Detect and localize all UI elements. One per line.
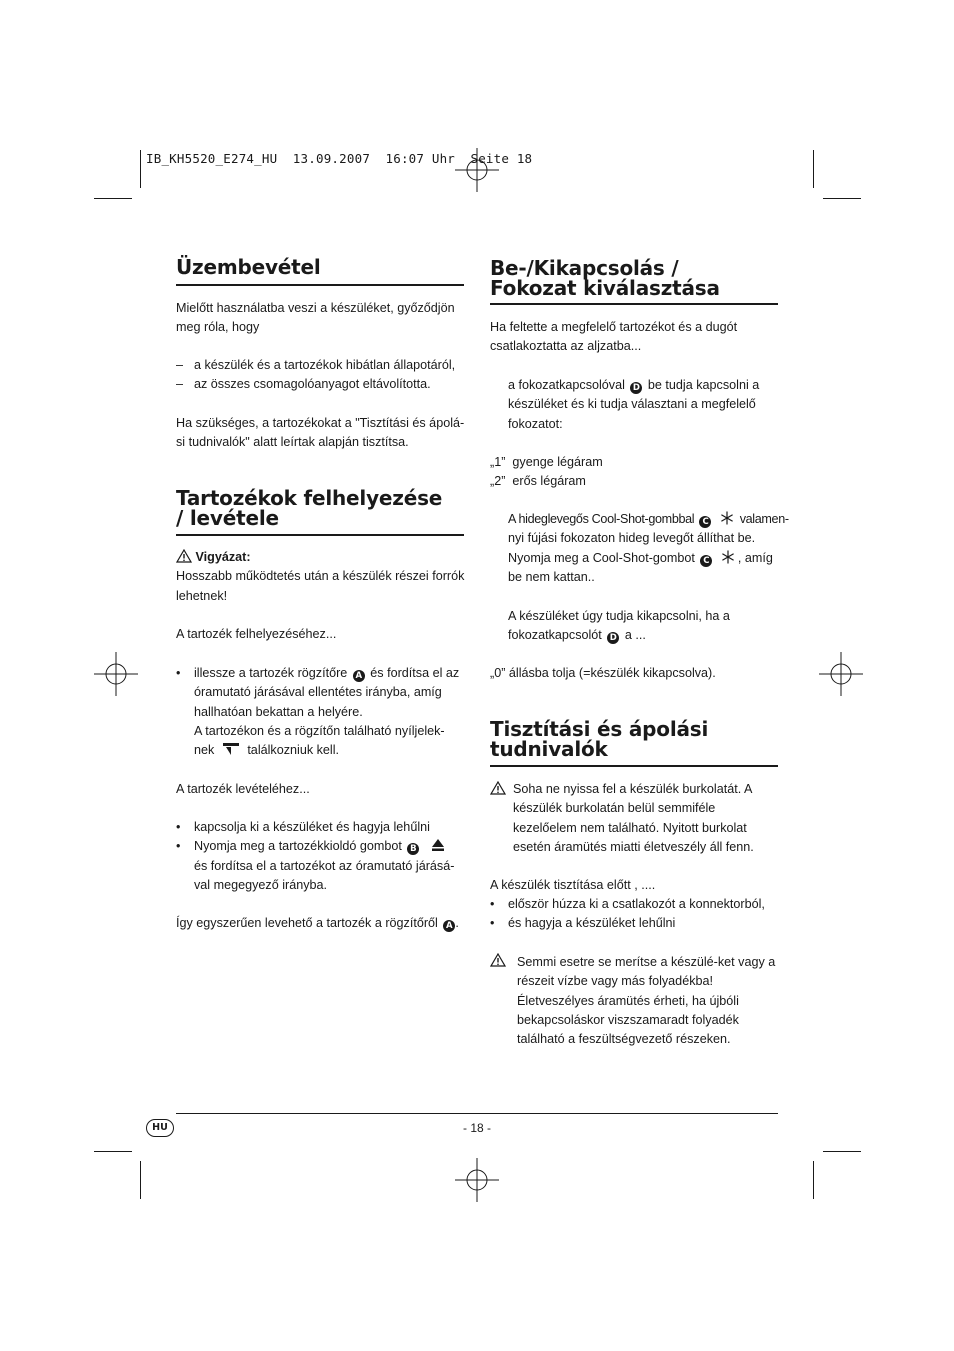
badge-a: A xyxy=(353,670,365,682)
warning-text-water xyxy=(517,953,775,1049)
crop-mark xyxy=(823,1151,861,1152)
intro-paragraph xyxy=(176,299,455,338)
text-line: kezelőelem nem található. Nyitott burkolat xyxy=(513,820,747,835)
text-span: Nyomja meg a Cool-Shot-gombot xyxy=(508,550,695,565)
badge-a: A xyxy=(443,920,455,932)
badge-c: C xyxy=(699,516,711,528)
dash-marker: – xyxy=(176,358,184,372)
warning-text-housing xyxy=(513,780,754,857)
warning-triangle-icon xyxy=(490,953,506,967)
title-line: Be-/Kikapcsolás / xyxy=(490,256,679,280)
text-line: Hosszabb működtetés után a készülék részei forrók xyxy=(176,569,465,584)
bullet-marker: • xyxy=(490,897,495,911)
text-line: A készüléket úgy tudja kikapcsolni, ha a xyxy=(508,609,730,623)
badge-d: D xyxy=(607,632,619,644)
list-item: az összes csomagolóanyagot eltávolította. xyxy=(194,377,431,392)
section-title-tartozekok xyxy=(176,488,442,528)
text-line: meg róla, hogy xyxy=(176,320,260,335)
text-line: nyi fújási fokozaton hideg levegőt állíthat be. xyxy=(508,531,756,546)
crop-mark xyxy=(823,198,861,199)
text-span: a ... xyxy=(624,628,646,643)
section-rule xyxy=(490,303,778,305)
section-rule xyxy=(490,765,778,767)
text-span: fokozatkapcsolót xyxy=(508,628,602,643)
text-line: először húzza ki a csatlakozót a konnektorból, xyxy=(508,897,765,911)
text-span: találkozniuk kell. xyxy=(247,743,340,758)
text-span: és fordítsa el az xyxy=(370,666,460,680)
level-item xyxy=(490,472,603,491)
text-line: fokozatot: xyxy=(508,416,563,431)
crop-mark xyxy=(813,1161,814,1199)
bullet-marker: • xyxy=(176,839,181,854)
crop-mark xyxy=(140,1161,141,1199)
before-cleaning-line: A készülék tisztítása előtt , .... xyxy=(490,878,656,892)
text-span: a fokozatkapcsolóval xyxy=(508,378,625,392)
section-rule xyxy=(176,534,464,536)
warning-label: Vigyázat: xyxy=(195,550,251,564)
section-title-be-kikapcsolas xyxy=(490,258,720,298)
level-item xyxy=(490,453,603,472)
text-line: készüléket és ki tudja választani a megfelelő xyxy=(508,397,756,412)
registration-mark-icon xyxy=(455,1158,499,1202)
text-span: Így egyszerűen levehető a tartozék a rögzítőről xyxy=(176,916,438,930)
list-item xyxy=(176,818,454,837)
text-line: található a feszültségvezető részeken. xyxy=(517,1032,731,1047)
text-line: készülék burkolatán belül semmiféle xyxy=(513,801,716,816)
text-span: illessze a tartozék rögzítőre xyxy=(194,666,348,680)
level-label: gyenge légáram xyxy=(512,455,603,469)
snowflake-icon xyxy=(721,550,735,564)
cleaning-bullets xyxy=(490,895,765,934)
text-span: be tudja kapcsolni a xyxy=(647,378,760,392)
section-title-tisztitasi xyxy=(490,719,708,759)
text-span: . xyxy=(455,916,459,930)
remove-intro: A tartozék levételéhez... xyxy=(176,782,310,796)
language-badge: HU xyxy=(146,1119,174,1137)
dash-list xyxy=(176,356,455,395)
text-line: Mielőtt használatba veszi a készüléket, győződjön xyxy=(176,301,455,315)
text-line: kapcsolja ki a készüléket és hagyja lehűlni xyxy=(194,820,430,834)
title-line: / levétele xyxy=(176,506,279,530)
text-span: nek xyxy=(194,743,215,758)
snowflake-icon xyxy=(720,511,734,525)
crop-mark xyxy=(94,198,132,199)
level-list xyxy=(490,453,603,492)
text-line: A tartozékon és a rögzítőn található nyíljelek- xyxy=(194,723,445,738)
text-line: hallhatóan bekattan a helyére. xyxy=(194,704,363,719)
text-line: óramutató járásával ellentétes irányba, amíg xyxy=(194,685,442,700)
badge-c: C xyxy=(700,555,712,567)
warning-triangle-icon xyxy=(176,549,192,563)
print-header: IB_KH5520_E274_HU 13.09.2007 16:07 Uhr Seite 18 xyxy=(146,151,533,166)
cool-shot-paragraph xyxy=(508,510,789,587)
bullet-marker: • xyxy=(176,820,181,834)
text-line: Soha ne nyissa fel a készülék burkolatát. A xyxy=(513,782,753,796)
switch-off-paragraph xyxy=(508,607,730,646)
list-item: a készülék és a tartozékok hibátlan állapotáról, xyxy=(194,358,456,372)
registration-mark-icon xyxy=(94,652,138,696)
title-line: Fokozat kiválasztása xyxy=(490,276,720,300)
warning-block xyxy=(176,548,464,606)
section-title-uzembevetel: Üzembevétel xyxy=(176,255,321,279)
text-span: A hideglevegős Cool-Shot-gombbal xyxy=(508,512,695,526)
level-key: „1” xyxy=(490,455,506,469)
text-line: részeit vízbe vagy más folyadékba! xyxy=(517,974,713,989)
registration-mark-icon xyxy=(455,148,499,192)
arrow-marker-icon xyxy=(222,742,240,758)
switch-paragraph xyxy=(508,376,759,434)
footer-rule xyxy=(176,1113,778,1114)
intro-paragraph xyxy=(490,318,737,357)
text-span: Nyomja meg a tartozékkioldó gombot xyxy=(194,839,402,854)
text-line: si tudnivalók" alatt leírtak alapján tisztítsa. xyxy=(176,435,409,450)
crop-mark xyxy=(140,150,141,188)
text-line: val megegyező irányba. xyxy=(194,877,328,892)
closing-line xyxy=(176,914,459,933)
crop-mark xyxy=(813,150,814,188)
attach-list-item xyxy=(176,664,459,760)
warning-triangle-icon xyxy=(490,781,506,795)
crop-mark xyxy=(94,1151,132,1152)
text-line: lehetnek! xyxy=(176,588,228,603)
bullet-marker: • xyxy=(176,666,181,680)
page-number: - 18 - xyxy=(462,1121,491,1135)
text-line: és hagyja a készüléket lehűlni xyxy=(508,916,676,931)
text-line: esetén áramütés miatti életveszély áll fenn. xyxy=(513,839,754,854)
eject-icon xyxy=(431,838,445,852)
title-line: Tisztítási és ápolási xyxy=(490,717,709,741)
attach-intro: A tartozék felhelyezéséhez... xyxy=(176,627,337,641)
title-line: Tartozékok felhelyezése xyxy=(176,486,443,510)
title-line: tudnivalók xyxy=(490,737,608,761)
text-line: Ha szükséges, a tartozékokat a "Tisztítási és ápolá- xyxy=(176,416,465,430)
list-item xyxy=(490,914,765,933)
level-key: „2” xyxy=(490,474,506,489)
remove-list xyxy=(176,818,454,895)
text-line: be nem kattan.. xyxy=(508,569,595,584)
text-line: Életveszélyes áramütés érheti, ha újbóli xyxy=(517,993,739,1008)
badge-d: D xyxy=(630,382,642,394)
section-rule xyxy=(176,284,464,286)
bullet-marker: • xyxy=(490,916,495,931)
text-line: bekapcsoláskor viszszamaradt folyadék xyxy=(517,1012,739,1027)
list-item xyxy=(490,895,765,914)
registration-mark-icon xyxy=(819,652,863,696)
dash-marker: – xyxy=(176,377,184,392)
cleaning-note xyxy=(176,414,464,453)
level-label: erős légáram xyxy=(512,474,586,489)
list-item xyxy=(176,837,454,895)
off-position-line: „0” állásba tolja (=készülék kikapcsolva). xyxy=(490,666,716,680)
text-line: és fordítsa el a tartozékot az óramutató járásá- xyxy=(194,858,455,873)
badge-b: B xyxy=(407,843,419,855)
text-span: valamen- xyxy=(739,512,789,526)
text-line: Semmi esetre se merítse a készülé-ket vagy a xyxy=(517,955,776,969)
text-line: Ha feltette a megfelelő tartozékot és a dugót xyxy=(490,320,738,334)
text-line: csatlakoztatta az aljzatba... xyxy=(490,339,642,354)
text-span: , amíg xyxy=(737,550,773,565)
